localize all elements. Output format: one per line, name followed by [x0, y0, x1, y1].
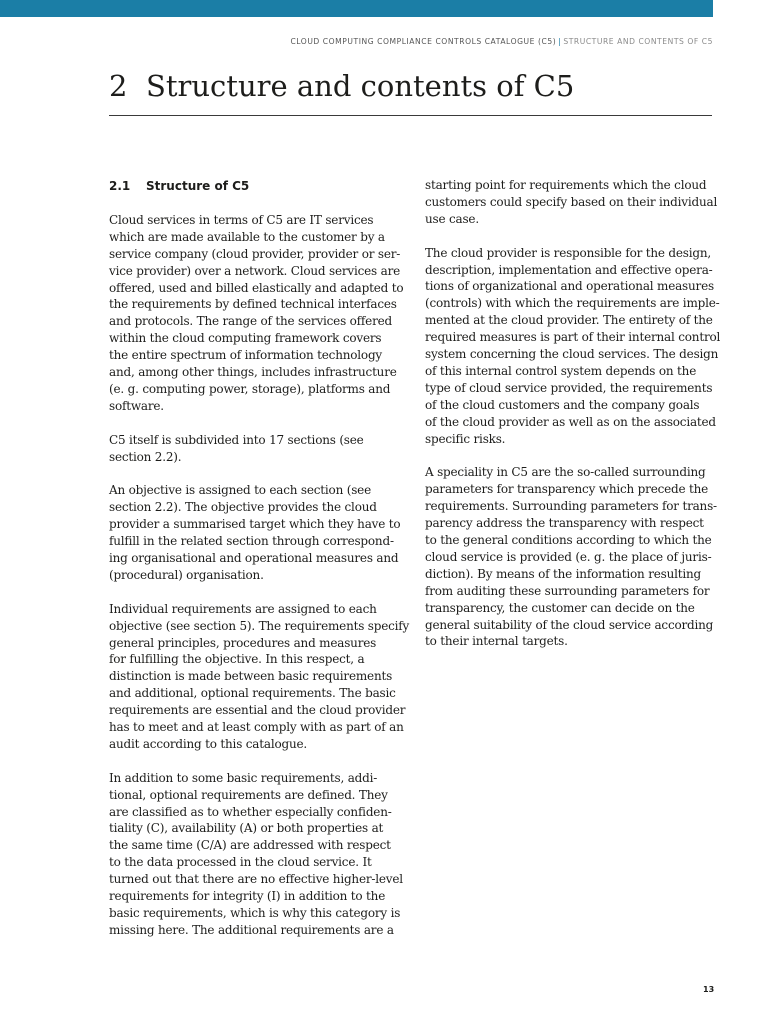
text-line: (procedural) organisation.	[109, 567, 264, 582]
text-line: tional, optional requirements are defined. They	[109, 787, 388, 802]
text-line: The cloud provider is responsible for the design,	[425, 245, 712, 260]
text-line: which are made available to the customer by a	[109, 229, 385, 244]
text-line: from auditing these surrounding parameters for	[425, 583, 710, 598]
section-heading	[109, 177, 399, 195]
text-line: required measures is part of their internal control	[425, 330, 721, 345]
text-line: (controls) with which the requirements are imple-	[425, 296, 720, 311]
text-line: requirements are essential and the cloud provider	[109, 703, 406, 718]
text-line: cloud service is provided (e. g. the place of juris-	[425, 549, 712, 564]
body-paragraph	[425, 245, 721, 448]
text-line: are classified as to whether especially confiden-	[109, 804, 392, 819]
text-line: and protocols. The range of the services offered	[109, 314, 392, 329]
text-line: Cloud services in terms of C5 are IT services	[109, 212, 374, 227]
text-line: description, implementation and effective opera-	[425, 262, 713, 277]
text-line: of this internal control system depends on the	[425, 363, 697, 378]
text-line: service company (cloud provider, provider or ser-	[109, 246, 401, 261]
body-paragraph	[109, 212, 404, 415]
right-column	[425, 177, 721, 667]
text-line: objective (see section 5). The requirements specify	[109, 618, 410, 633]
text-line: the same time (C/A) are addressed with respect	[109, 838, 391, 853]
text-line: audit according to this catalogue.	[109, 736, 308, 751]
text-line: system concerning the cloud services. The design	[425, 347, 719, 362]
text-line: has to meet and at least comply with as part of an	[109, 720, 404, 735]
text-line: transparency, the customer can decide on the	[425, 600, 695, 615]
left-column	[109, 177, 410, 956]
text-line: software.	[109, 398, 164, 413]
text-line: Individual requirements are assigned to each	[109, 601, 377, 616]
page-number: 13	[703, 985, 715, 994]
text-line: A speciality in C5 are the so-called surrounding	[425, 465, 706, 480]
text-line: basic requirements, which is why this category is	[109, 905, 401, 920]
text-line: type of cloud service provided, the requirements	[425, 380, 713, 395]
body-paragraph	[109, 432, 399, 466]
body-paragraph	[109, 482, 399, 583]
text-line: distinction is made between basic requirements	[109, 669, 393, 684]
text-line: offered, used and billed elastically and adapted to	[109, 280, 404, 295]
text-line: to their internal targets.	[425, 634, 568, 649]
text-line: turned out that there are no effective higher-level	[109, 872, 403, 887]
text-line: and, among other things, includes infrastructure	[109, 365, 397, 380]
text-line: the requirements by defined technical interfaces	[109, 297, 397, 312]
text-line: parency address the transparency with respect	[425, 516, 704, 531]
text-line: vice provider) over a network. Cloud services are	[109, 263, 401, 278]
text-line: starting point for requirements which the cloud	[425, 178, 707, 192]
top-accent-bar	[0, 0, 713, 17]
title-divider	[109, 115, 712, 116]
text-line: fulfill in the related section through correspond-	[109, 534, 394, 549]
text-line: within the cloud computing framework covers	[109, 331, 382, 346]
text-line: to the data processed in the cloud service. It	[109, 855, 372, 870]
chapter-number: 2	[109, 69, 128, 103]
text-line: section 2.2). The objective provides the cloud	[109, 500, 377, 515]
text-line: tiality (C), availability (A) or both properties at	[109, 821, 384, 836]
body-paragraph	[425, 177, 718, 228]
text-line: to the general conditions according to which the	[425, 533, 712, 547]
body-paragraph	[425, 464, 715, 650]
text-line: and additional, optional requirements. The basic	[109, 686, 396, 701]
chapter-title	[109, 66, 574, 106]
text-line: general suitability of the cloud service according	[425, 617, 714, 632]
text-line: general principles, procedures and measures	[109, 635, 377, 650]
text-line: diction). By means of the information resulting	[425, 566, 702, 581]
text-line: of the cloud provider as well as on the associated	[425, 414, 716, 429]
text-line: requirements for integrity (I) in addition to the	[109, 889, 386, 904]
text-line: An objective is assigned to each section (see	[109, 483, 371, 498]
text-line: provider a summarised target which they have to	[109, 517, 401, 532]
body-paragraph	[109, 770, 403, 939]
text-line: mented at the cloud provider. The entirety of the	[425, 313, 713, 328]
text-line: of the cloud customers and the company goals	[425, 397, 700, 412]
text-line: section 2.2).	[109, 449, 182, 464]
running-header	[290, 37, 713, 46]
text-line: ing organisational and operational measures and	[109, 550, 399, 565]
text-line: for fulfilling the objective. In this respect, a	[109, 652, 365, 667]
text-line: (e. g. computing power, storage), platforms and	[109, 381, 391, 396]
text-line: parameters for transparency which precede the	[425, 482, 709, 497]
chapter-title-text: Structure and contents of C5	[146, 69, 575, 103]
text-line: missing here. The additional requirements are a	[109, 922, 394, 937]
text-line: C5 itself is subdivided into 17 sections (see	[109, 432, 364, 447]
text-line: In addition to some basic requirements, addi-	[109, 770, 378, 785]
section-number: 2.1	[109, 179, 131, 193]
text-line: tions of organizational and operational measures	[425, 279, 714, 294]
body-paragraph	[109, 601, 410, 753]
running-header-separator: |	[558, 37, 562, 46]
text-line: requirements. Surrounding parameters for trans-	[425, 499, 717, 514]
text-line: specific risks.	[425, 431, 506, 446]
text-line: customers could specify based on their individual	[425, 194, 718, 209]
running-header-catalogue: CLOUD COMPUTING COMPLIANCE CONTROLS CATALOGUE (C5)	[290, 37, 557, 46]
text-line: the entire spectrum of information technology	[109, 348, 383, 363]
text-line: use case.	[425, 211, 479, 226]
running-header-section: STRUCTURE AND CONTENTS OF C5	[563, 37, 713, 46]
section-title: Structure of C5	[146, 179, 250, 193]
